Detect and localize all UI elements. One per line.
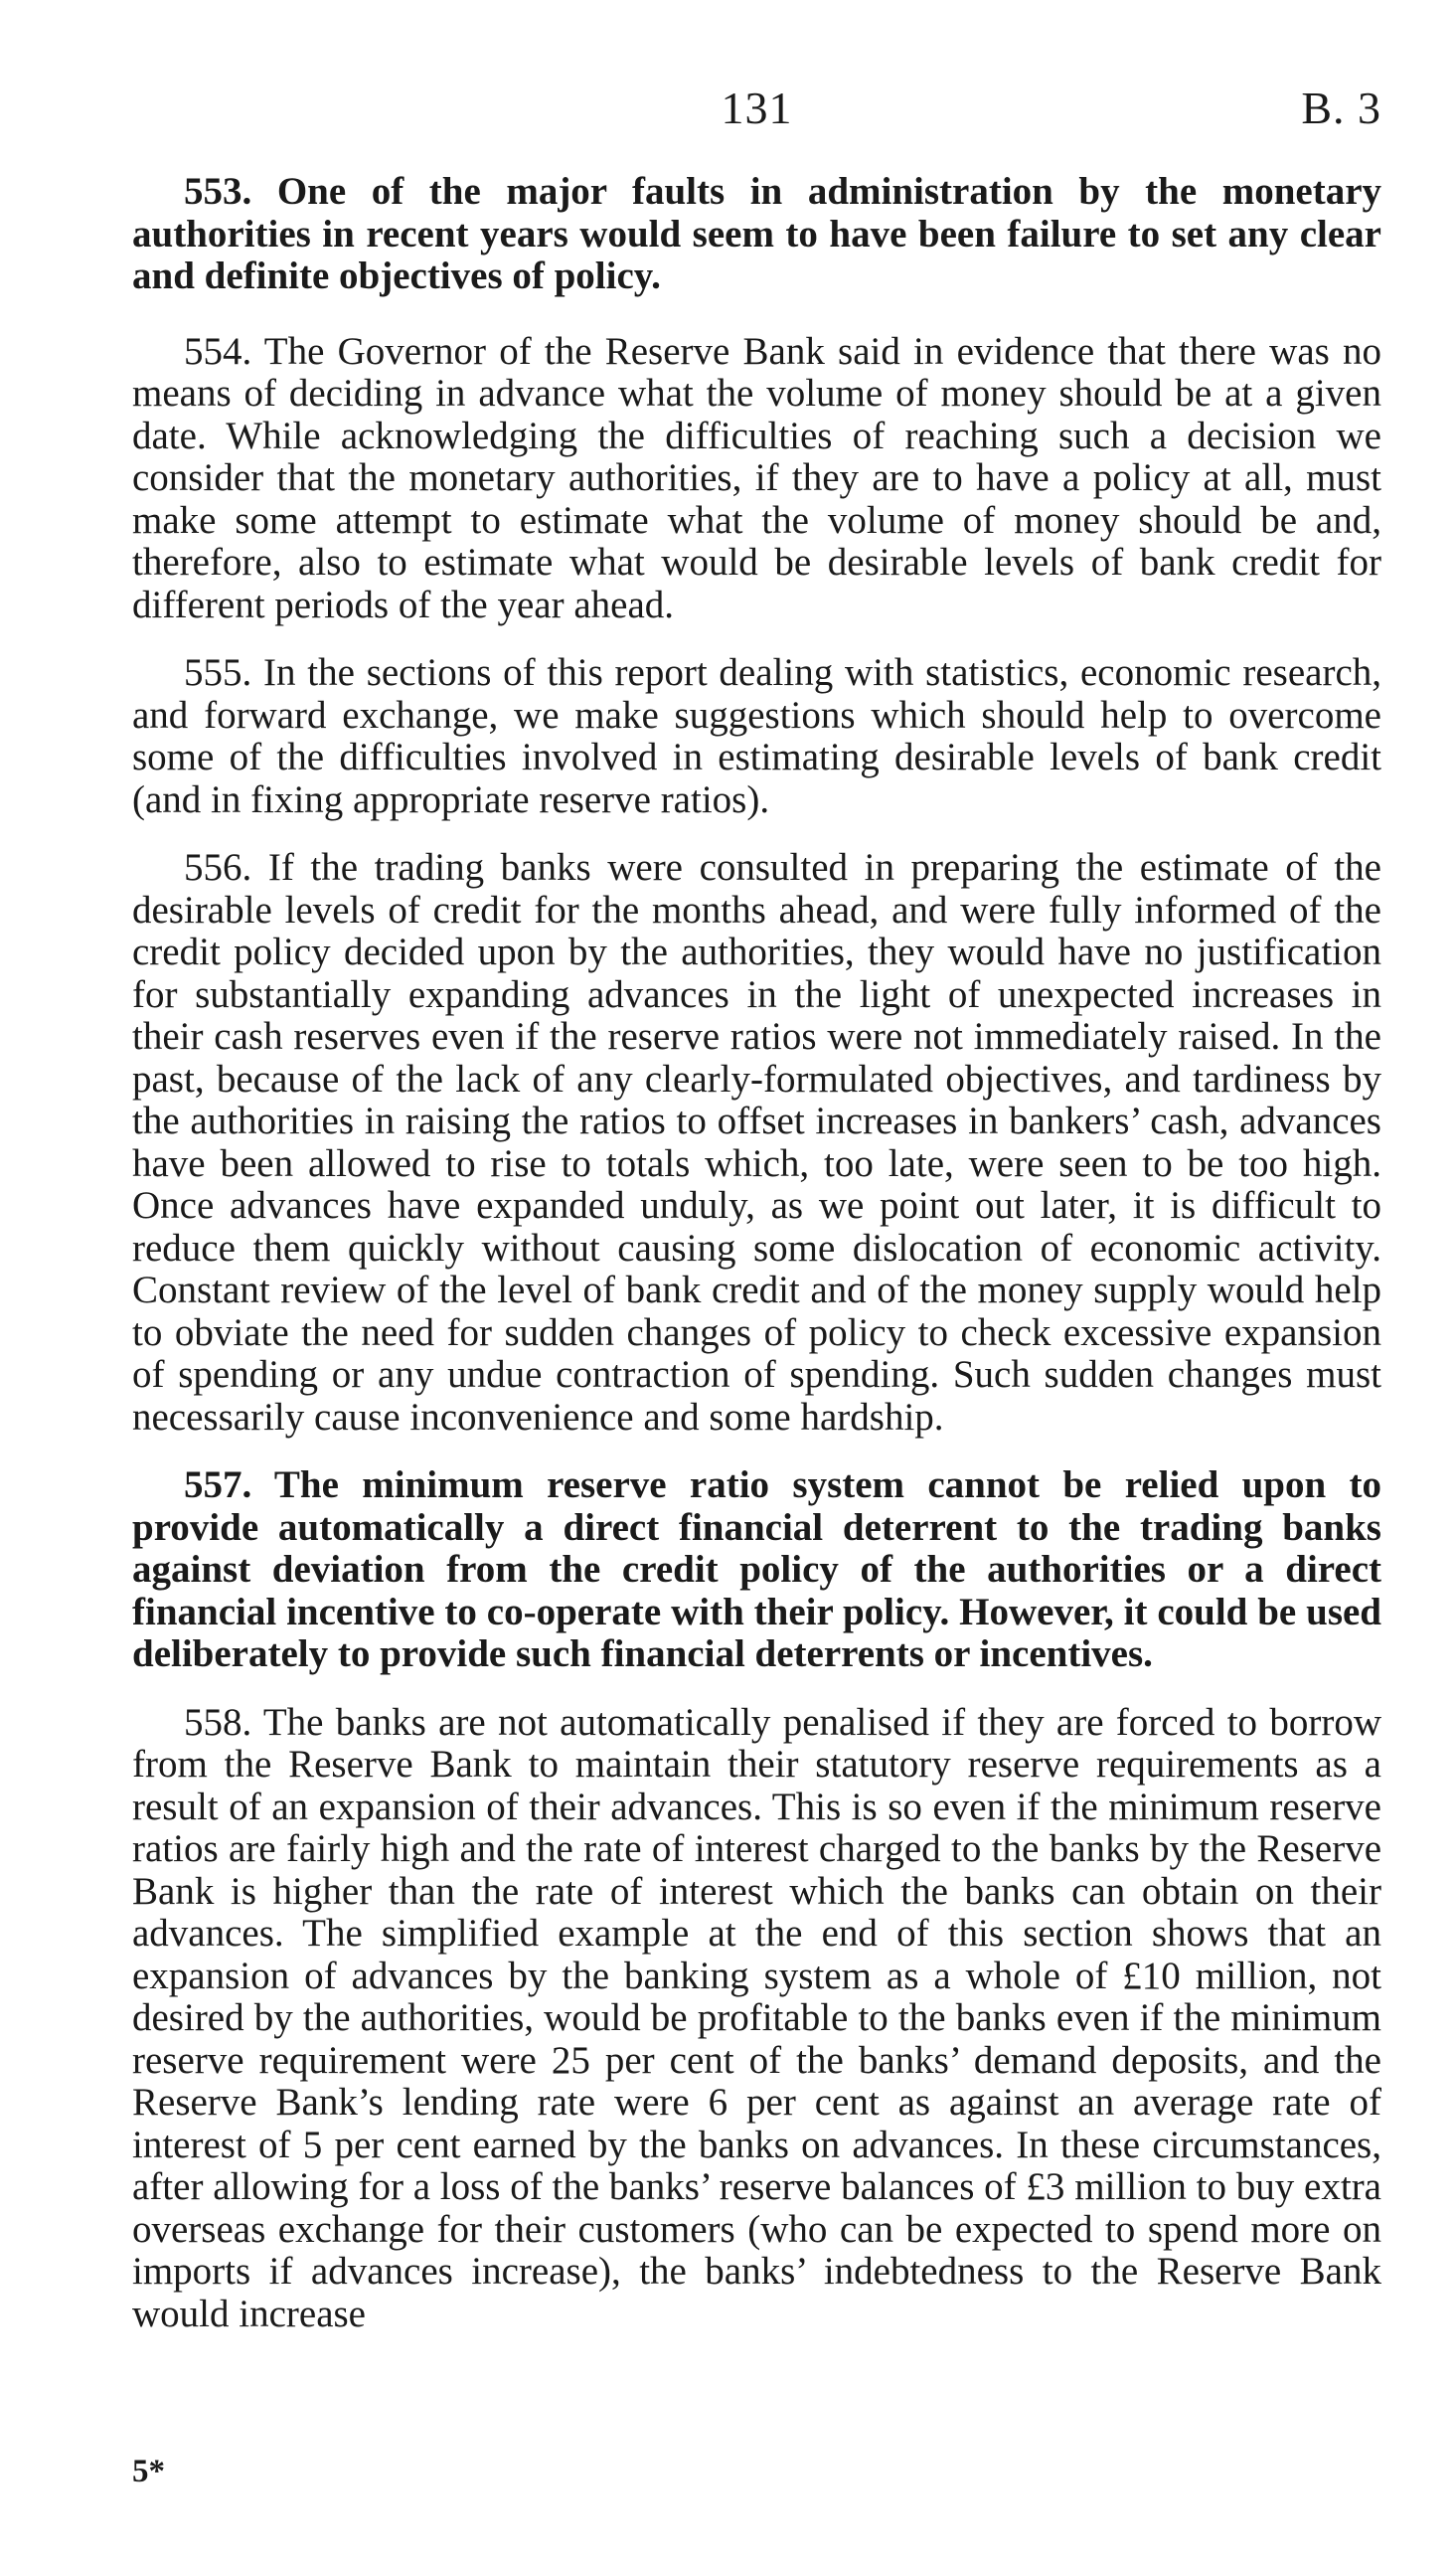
- paragraph-number: 558.: [184, 1700, 252, 1744]
- paragraph-text: If the trading banks were consulted in preparing the estimate of the desirable levels of credit for the months ahead, and were fully informed of the credit policy decided upon by the authorities, they would have no justification for substantially expanding advances in the light of unexpected increases in their cash reserves even if the reserve ratios were not immediately raised. In the past, because of the lack of any clearly-formulated objectives, and tardiness by the authorities in raising the ratios to offset increases in bankers’ cash, advances have been allowed to rise to totals which, too late, were seen to be too high. Once advances have expanded unduly, as we point out later, it is difficult to reduce them quickly without causing some dislocation of economic activity. Constant review of the level of bank credit and of the money supply would help to obviate the need for sudden changes of policy to check excessive expansion of spending or any undue contraction of spending. Such sudden changes must necessarily cause inconvenience and some hardship.: [132, 846, 1381, 1439]
- signature-mark: 5*: [132, 2454, 165, 2489]
- page-header: [132, 68, 1381, 147]
- paragraph-number: 554.: [184, 329, 252, 373]
- paragraph-558: [132, 1702, 1381, 2336]
- paragraph-text: One of the major faults in administration by the monetary authorities in recent years would seem to have been failure to set any clear and definite objectives of policy.: [132, 170, 1381, 297]
- paragraph-text: The Governor of the Reserve Bank said in evidence that there was no means of deciding in advance what the volume of money should be at a given date. While acknowledging the difficulties of reaching such a decision we consider that the monetary authorities, if they are to have a policy at all, must make some attempt to estimate what the volume of money should be and, therefore, also to estimate what would be desirable levels of bank credit for different periods of the year ahead.: [132, 329, 1381, 626]
- page-number: 131: [721, 83, 793, 133]
- paragraph-number: 553.: [184, 170, 252, 213]
- paragraph-556: [132, 847, 1381, 1439]
- paragraph-554: [132, 331, 1381, 627]
- paragraph-text: The banks are not automatically penalised if they are forced to borrow from the Reserve Bank to maintain their statutory reserve requirements as a result of an expansion of their advances. This is so even if the minimum reserve ratios are fairly high and the rate of interest charged to the banks by the Reserve Bank is higher than the rate of interest which the banks can obtain on their advances. The simplified example at the end of this section shows that an expansion of advances by the banking system as a whole of £10 million, not desired by the authorities, would be profitable to the banks even if the minimum reserve requirement were 25 per cent of the banks’ demand deposits, and the Reserve Bank’s lending rate were 6 per cent as against an average rate of interest of 5 per cent earned by the banks on advances. In these circumstances, after allowing for a loss of the banks’ reserve balances of £3 million to buy extra overseas exchange for their customers (who can be expected to spend more on imports if advances increase), the banks’ indebtedness to the Reserve Bank would increase: [132, 1700, 1381, 2335]
- paragraph-text: The minimum reserve ratio system cannot be relied upon to provide automatically a direct financial deterrent to the trading banks against deviation from the credit policy of the authorities or a direct financial incentive to co-operate with their policy. However, it could be used deliberately to provide such financial deterrents or incentives.: [132, 1463, 1381, 1675]
- paragraph-555: [132, 652, 1381, 821]
- paragraph-557: [132, 1464, 1381, 1676]
- paragraph-text: In the sections of this report dealing with statistics, economic research, and forward exchange, we make suggestions which should help to overcome some of the difficulties involved in estimating desirable levels of bank credit (and in fixing appropriate reserve ratios).: [132, 651, 1381, 821]
- document-code: B. 3: [1301, 83, 1381, 133]
- paragraph-553: [132, 171, 1381, 298]
- paragraph-number: 556.: [184, 846, 252, 889]
- paragraph-number: 555.: [184, 651, 252, 694]
- paragraph-number: 557.: [184, 1463, 252, 1506]
- document-page: [132, 68, 1381, 2335]
